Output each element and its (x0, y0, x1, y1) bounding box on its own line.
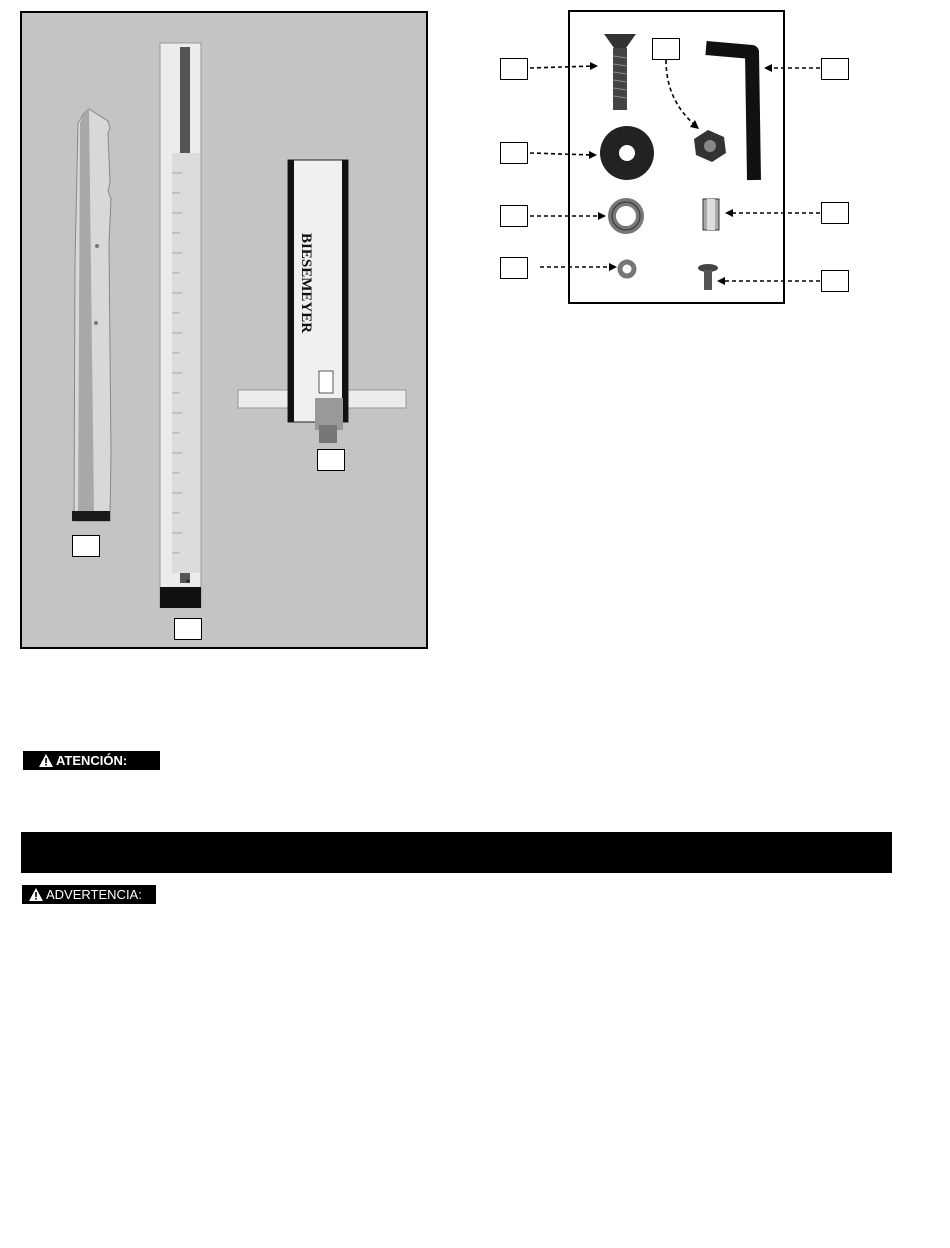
rear-angle-rail (72, 109, 111, 521)
flat-head-bolt (604, 34, 636, 110)
warning-label: ADVERTENCIA: (46, 887, 142, 902)
parts-photo-panel (20, 11, 428, 649)
caution-label: ATENCIÓN: (56, 753, 128, 768)
callout-rear-rail (72, 535, 100, 557)
lock-washer (612, 202, 640, 230)
callout-screw (821, 270, 849, 292)
warning-badge (22, 885, 156, 904)
callout-front-rail (174, 618, 202, 640)
front-rail-with-scale (160, 43, 201, 608)
callout-small-lock-washer (500, 257, 528, 279)
callout-flat-washer (500, 142, 528, 164)
hex-nut (694, 130, 726, 162)
callout-bolt (500, 58, 528, 80)
section-header-bar (21, 832, 892, 873)
small-lock-washer (620, 262, 634, 276)
coupling-nut (703, 199, 719, 230)
callout-coupling-nut (821, 202, 849, 224)
brand-label: BIESEMEYER (298, 233, 314, 334)
callout-fence (317, 449, 345, 471)
callout-lock-washer (500, 205, 528, 227)
callout-hex-key (821, 58, 849, 80)
caution-badge (23, 751, 160, 770)
callout-nut (652, 38, 680, 60)
flat-washer (600, 126, 654, 180)
fence-assembly (238, 160, 406, 443)
warning-triangle-icon (29, 888, 43, 901)
small-screw (698, 264, 718, 290)
warning-triangle-icon (39, 754, 53, 767)
